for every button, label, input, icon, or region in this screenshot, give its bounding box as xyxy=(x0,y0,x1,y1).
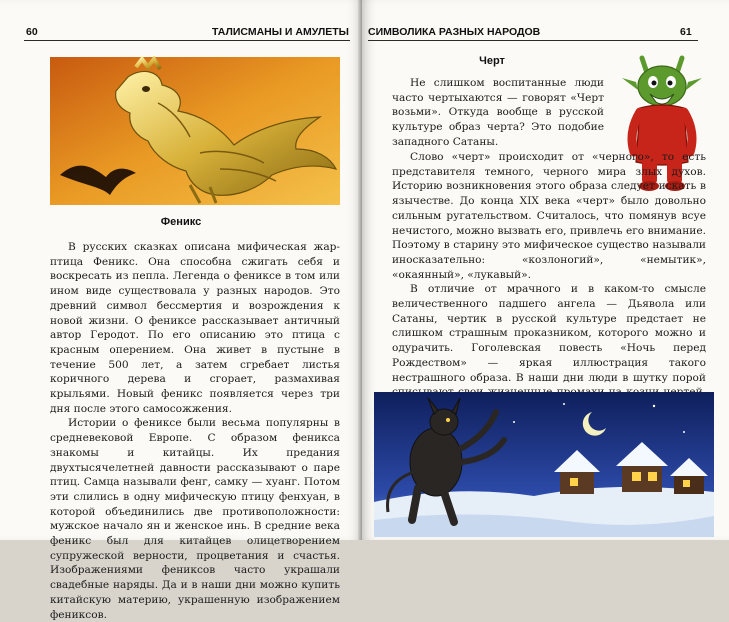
left-body-text xyxy=(50,240,340,622)
phoenix-illustration xyxy=(50,57,340,205)
right-running-head: СИМВОЛИКА РАЗНЫХ НАРОДОВ xyxy=(368,26,541,38)
section-title-devil: Черт xyxy=(479,55,505,67)
paragraph: В русских сказках описана мифическая жар-птица Феникс. Она способна сжигать себя и воскресать из пепла. Легенда о фениксе в том или ином виде существовала у разных народов. Это древний символ бессмертия и возрождения к новой жизни. О фениксе рассказывает античный автор Геродот. По его описанию это птица с красным оперением. Она живет в пустыне в течение 500 лет, а затем сгребает листья коричного дерева и сгорает, размахивая крыльями. Новый феникс появляется через три дня после этого самосожжения. xyxy=(50,241,340,415)
paragraph: Слово «черт» происходит от «черного», то есть представителя темного, черного мира злых духов. Историю возникновения этого образа следует искать в язычестве. До конца XIX века «черт» было довольно сильным ругательством. Считалось, что помянув всуе нечистого, можно вызвать его, привлечь его внимание. Поэтому в старину это мифическое существо называли иносказательно: «козлоногий», «немытик», «окаянный», «лукавый». xyxy=(392,151,706,281)
devil-winter-night-illustration xyxy=(374,392,714,537)
right-page xyxy=(362,0,729,540)
left-header-rule xyxy=(24,40,350,41)
right-page-number: 61 xyxy=(680,26,692,38)
devil-in-winter-night-village-icon xyxy=(374,392,714,537)
left-page xyxy=(0,0,362,621)
golden-phoenix-figurine-icon xyxy=(50,57,340,205)
paragraph: Истории о фениксе были весьма популярны в средневековой Европе. С образом феникса знакомы и китайцы. Их предания двухтысячелетней давности рассказывают о паре птиц. Самца называли фенг, самку — хуанг. Потом эти слились в одну мифическую птицу фенхуан, в которой объединились две противоположности: мужское начало ян и женское инь. В средние века феникс был для китайцев олицетворением супружеской верности, процветания и счастья. Изображениями фениксов часто украшали свадебные наряды. Да и в наши дни можно купить китайскую материю, украшенную изображением фениксов. xyxy=(50,417,340,621)
paragraph: Не слишком воспитанные люди часто чертыхаются — говорят «Черт возьми». Откуда вообще в русской культуре образ черта? Это подобие западного Сатаны. xyxy=(392,77,604,148)
left-page-number: 60 xyxy=(26,26,38,38)
right-body-text-top xyxy=(392,76,604,150)
left-running-head: ТАЛИСМАНЫ И АМУЛЕТЫ xyxy=(212,26,349,38)
section-title-phoenix: Феникс xyxy=(160,216,202,228)
right-header-rule xyxy=(368,40,698,41)
paragraph: В отличие от мрачного и в каком-то смысле величественного падшего ангела — Дьявола или Сатаны, чертик в русской культуре предстает не слишком страшным проказником, которого можно и одурачить. Гоголевская повесть «Ночь перед Рождеством» — яркая иллюстрация такого нестрашного образа. В наши дни люди в шутку порой xyxy=(392,283,706,384)
